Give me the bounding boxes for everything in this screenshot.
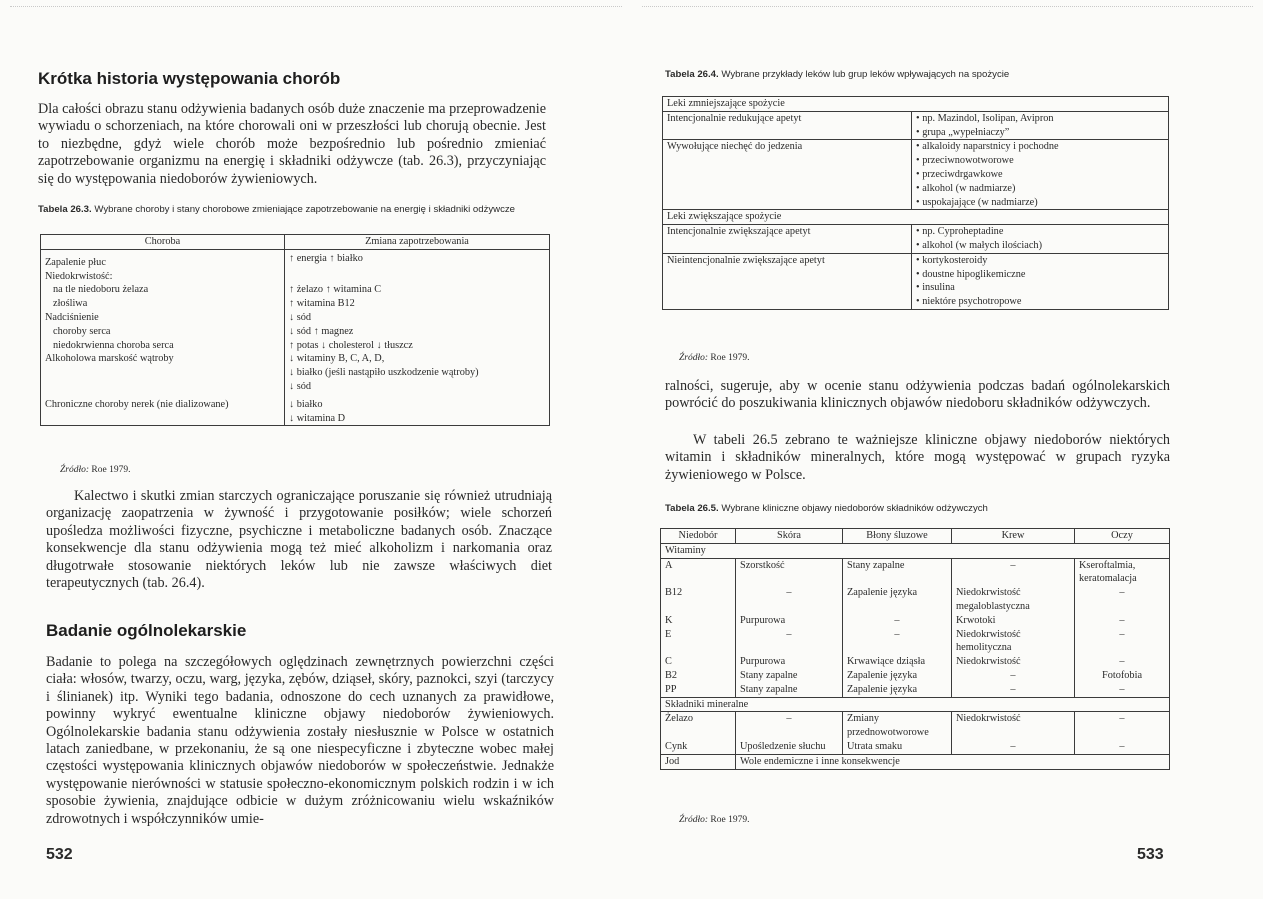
cell-eyes: – <box>1075 683 1170 697</box>
caption-label: Tabela 26.5. <box>665 503 719 514</box>
cell-blood: – <box>952 740 1075 754</box>
section-increase: Leki zwiększające spożycie <box>663 210 1169 225</box>
cell-blood: – <box>952 558 1075 586</box>
cell-eyes: – <box>1075 614 1170 628</box>
change-item: ↓ białko <box>289 394 545 412</box>
col-header-mucosa: Błony śluzowe <box>843 529 952 544</box>
source-label: Źródło: <box>60 465 90 475</box>
disease-item: niedokrwienna choroba serca <box>53 339 174 351</box>
cell-blood: – <box>952 669 1075 683</box>
paragraph-examination: Badanie to polega na szczegółowych oględzinach zewnętrznych powierzchni części ciała: włosów, twarzy, oczu, warg, języka, zębów, dziąseł, skóry, paznokci, szyi (tarczycy i ślinianek) itp. Wyniki tego badania, odnoszone do cech uznanych za prawidłowe, powinny wykryć ewentualne kliniczne objawy niedoborów żywieniowych. Ogólnolekarskie badania stanu odżywienia zostały niesłusznie w Polsce w ostatnich latach zaniedbane, w przekonaniu, że są one niespecyficzne i zbyteczne wobec małej częstości występowania klinicznych objawów niedoborów w społeczeństwie. Jednakże występowanie nierówności w statusie społeczno-ekonomicznym polskich rodzin i w ich sposobie żywienia, znajdujące odbicie w dużym zróżnicowaniu wielu wskaźników zdrowotnych i współczynników umie- <box>46 654 554 827</box>
drug-item: • alkohol (w nadmiarze) <box>916 182 1164 196</box>
table-26-3-source <box>60 465 130 475</box>
col-header-eyes: Oczy <box>1075 529 1170 544</box>
group-items <box>912 111 1169 140</box>
disease-item: choroby serca <box>53 325 111 337</box>
disease-item: Alkoholowa marskość wątroby <box>45 353 174 365</box>
table-row <box>661 558 1170 586</box>
table-26-5-caption <box>665 503 1165 515</box>
heading-examination: Badanie ogólnolekarskie <box>46 621 247 640</box>
caption-text: Wybrane choroby i stany chorobowe zmieniające zapotrzebowanie na energię i składniki odżywcze <box>94 204 516 215</box>
source-label: Źródło: <box>679 815 709 825</box>
change-item: ↑ energia ↑ białko <box>289 252 545 266</box>
table-row <box>661 712 1170 740</box>
cell-skin: Szorstkość <box>736 558 843 586</box>
cell-skin: Stany zapalne <box>736 669 843 683</box>
col-header-disease: Choroba <box>41 235 285 250</box>
cell-skin: Purpurowa <box>736 655 843 669</box>
paragraph-history: Dla całości obrazu stanu odżywienia badanych osób duże znaczenie ma przeprowadzenie wywiadu o schorzeniach, na które chorowali oni w przeszłości lub chorują obecnie. Jest to niezbędne, gdyż wiele chorób może bezpośrednio lub pośrednio zmieniać zapotrzebowanie organizmu na energię i składniki odżywcze (tab. 26.3), przyczyniając się do występowania niedoborów żywieniowych. <box>38 101 546 187</box>
section-minerals: Składniki mineralne <box>661 697 1170 712</box>
drug-item: • kortykosteroidy <box>916 254 1164 268</box>
table-row <box>661 614 1170 628</box>
cell-blood: Niedokrwistość <box>952 712 1075 740</box>
section-decrease: Leki zmniejszające spożycie <box>663 97 1169 112</box>
change-item: ↑ witamina B12 <box>289 297 545 311</box>
caption-text: Wybrane kliniczne objawy niedoborów składników odżywczych <box>721 503 988 514</box>
cell-blood: Niedokrwistość megaloblastyczna <box>952 586 1075 614</box>
cell-blood: Krwotoki <box>952 614 1075 628</box>
group-items <box>912 225 1169 254</box>
table-26-4 <box>662 96 1169 310</box>
cell-deficiency: Jod <box>661 754 736 769</box>
disease-item: Nadciśnienie <box>45 311 99 323</box>
paragraph-disability <box>46 488 552 592</box>
cell-eyes: Fotofobia <box>1075 669 1170 683</box>
paragraph-disability-text: Kalectwo i skutki zmian starczych ograniczające poruszanie się również utrudniają organizację zaopatrzenia w żywność i przygotowanie posiłków; wiele schorzeń upośledza możliwości fizyczne, psychiczne i metaboliczne badanych osób. Znaczące konsekwencje dla stanu odżywienia mogą też mieć alkoholizm i narkomania oraz długotrwałe stosowanie niektórych leków lub nie zawsze właściwych diet terapeutycznych (tab. 26.4). <box>46 488 552 592</box>
table-row <box>661 669 1170 683</box>
source-value: Roe 1979. <box>710 353 750 363</box>
source-value: Roe 1979. <box>91 465 131 475</box>
cell-eyes: – <box>1075 740 1170 754</box>
change-item: ↓ witaminy B, C, A, D, <box>289 352 545 366</box>
cell-skin: Upośledzenie słuchu <box>736 740 843 754</box>
table-row <box>661 754 1170 769</box>
change-item: ↓ sód <box>289 380 545 394</box>
disease-column <box>41 249 285 426</box>
scan-artifact <box>642 6 1253 8</box>
group-intentional-reduce: Intencjonalnie redukujące apetyt <box>663 111 912 140</box>
disease-item: Niedokrwistość: <box>45 270 113 282</box>
cell-deficiency: K <box>661 614 736 628</box>
source-value: Roe 1979. <box>710 815 750 825</box>
cell-mucosa: Zapalenie języka <box>843 669 952 683</box>
disease-item: na tle niedoboru żelaza <box>53 284 149 296</box>
col-header-deficiency: Niedobór <box>661 529 736 544</box>
right-page <box>632 0 1263 899</box>
drug-item: • przeciwnowotworowe <box>916 154 1164 168</box>
heading-history: Krótka historia występowania chorób <box>38 69 341 88</box>
col-header-skin: Skóra <box>736 529 843 544</box>
cell-blood: Niedokrwistość hemolityczna <box>952 628 1075 656</box>
caption-label: Tabela 26.4. <box>665 69 719 80</box>
cell-eyes: Kseroftalmia, keratomalacja <box>1075 558 1170 586</box>
disease-item: Chroniczne choroby nerek (nie dializowane) <box>45 398 229 410</box>
table-26-4-source <box>679 353 749 363</box>
cell-mucosa: Stany zapalne <box>843 558 952 586</box>
cell-deficiency: PP <box>661 683 736 697</box>
drug-item: • np. Cyproheptadine <box>916 225 1164 239</box>
drug-item: • np. Mazindol, Isolipan, Avipron <box>916 112 1164 126</box>
cell-skin: – <box>736 586 843 614</box>
cell-deficiency: Cynk <box>661 740 736 754</box>
table-row <box>661 683 1170 697</box>
paragraph-table-intro <box>665 432 1170 484</box>
drug-item: • niektóre psychotropowe <box>916 295 1164 309</box>
table-row <box>661 586 1170 614</box>
cell-mucosa: Krwawiące dziąsła <box>843 655 952 669</box>
cell-deficiency: B2 <box>661 669 736 683</box>
change-item: ↓ białko (jeśli nastąpiło uszkodzenie wątroby) <box>289 366 545 380</box>
disease-item: złośliwa <box>53 298 88 310</box>
cell-eyes: – <box>1075 628 1170 656</box>
cell-mucosa: Zmiany przednowotworowe <box>843 712 952 740</box>
drug-item: • alkohol (w małych ilościach) <box>916 239 1164 253</box>
cell-eyes: – <box>1075 712 1170 740</box>
drug-item: • przeciwdrgawkowe <box>916 168 1164 182</box>
table-26-3 <box>40 234 550 426</box>
cell-skin: Purpurowa <box>736 614 843 628</box>
group-unintentional-increase: Nieintencjonalnie zwiększające apetyt <box>663 253 912 309</box>
cell-deficiency: E <box>661 628 736 656</box>
change-item: ↑ żelazo ↑ witamina C <box>289 279 545 297</box>
disease-item: Zapalenie płuc <box>45 256 106 268</box>
cell-mucosa: Zapalenie języka <box>843 586 952 614</box>
col-header-change: Zmiana zapotrzebowania <box>285 235 550 250</box>
paragraph-suggestion: ralności, sugeruje, aby w ocenie stanu odżywienia podczas badań ogólnolekarskich powrócić do poszukiwania klinicznych objawów niedoboru składników odżywczych. <box>665 378 1170 412</box>
change-item: ↓ witamina D <box>289 412 545 426</box>
scan-artifact <box>10 6 622 8</box>
cell-skin: – <box>736 628 843 656</box>
group-intentional-increase: Intencjonalnie zwiększające apetyt <box>663 225 912 254</box>
cell-deficiency: A <box>661 558 736 586</box>
group-items <box>912 140 1169 210</box>
cell-blood: Niedokrwistość <box>952 655 1075 669</box>
table-26-3-caption <box>38 204 554 216</box>
cell-deficiency: Żelazo <box>661 712 736 740</box>
caption-label: Tabela 26.3. <box>38 204 92 215</box>
drug-item: • insulina <box>916 281 1164 295</box>
cell-deficiency: C <box>661 655 736 669</box>
section-vitamins: Witaminy <box>661 543 1170 558</box>
cell-jod-effects: Wole endemiczne i inne konsekwencje <box>736 754 1170 769</box>
source-label: Źródło: <box>679 353 709 363</box>
cell-deficiency: B12 <box>661 586 736 614</box>
cell-mucosa: – <box>843 628 952 656</box>
drug-item: • uspokajające (w nadmiarze) <box>916 196 1164 210</box>
cell-eyes: – <box>1075 586 1170 614</box>
cell-eyes: – <box>1075 655 1170 669</box>
cell-blood: – <box>952 683 1075 697</box>
col-header-blood: Krew <box>952 529 1075 544</box>
table-26-5 <box>660 528 1170 770</box>
cell-mucosa: Zapalenie języka <box>843 683 952 697</box>
cell-mucosa: Utrata smaku <box>843 740 952 754</box>
table-row <box>661 740 1170 754</box>
table-26-4-caption <box>665 69 1165 81</box>
drug-item: • grupa „wypełniaczy” <box>916 126 1164 140</box>
table-26-5-source <box>679 815 749 825</box>
change-column <box>285 249 550 426</box>
cell-skin: Stany zapalne <box>736 683 843 697</box>
change-item: ↓ sód ↑ magnez <box>289 325 545 339</box>
table-row <box>661 628 1170 656</box>
table-row <box>661 655 1170 669</box>
cell-mucosa: – <box>843 614 952 628</box>
group-aversion: Wywołujące niechęć do jedzenia <box>663 140 912 210</box>
drug-item: • doustne hipoglikemiczne <box>916 268 1164 282</box>
caption-text: Wybrane przykłady leków lub grup leków wpływających na spożycie <box>721 69 1010 80</box>
cell-skin: – <box>736 712 843 740</box>
paragraph-table-intro-text: W tabeli 26.5 zebrano te ważniejsze kliniczne objawy niedoborów niektórych witamin i składników mineralnych, które mogą występować w grupach ryzyka żywieniowego w Polsce. <box>665 432 1170 483</box>
change-item: ↓ sód <box>289 311 545 325</box>
page-number-left: 532 <box>46 846 73 863</box>
drug-item: • alkaloidy naparstnicy i pochodne <box>916 140 1164 154</box>
change-item: ↑ potas ↓ cholesterol ↓ tłuszcz <box>289 339 545 353</box>
group-items <box>912 253 1169 309</box>
page-number-right: 533 <box>1137 846 1164 863</box>
